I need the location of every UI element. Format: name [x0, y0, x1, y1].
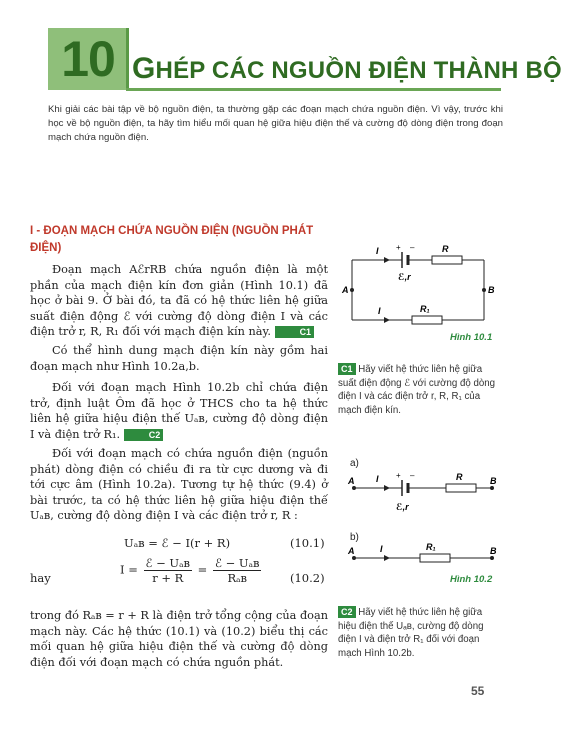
c2-badge: C2	[124, 429, 164, 441]
body-paragraph-1-text: Đoạn mạch AℰrRB chứa nguồn điện là một phần của mạch điện kín đơn giản (Hình 10.1) đã học ở bài 9. Ở bài đó, ta đã có hệ thức liên hệ giữa suất điện động ℰ với cường độ dòng điện I và các điện trở r, R, R₁ đối với mạch điện kín này.	[30, 263, 328, 338]
section-heading: I - ĐOẠN MẠCH CHỨA NGUỒN ĐIỆN (NGUỒN PHÁT ĐIỆN)	[30, 225, 314, 254]
body-paragraph-2-text: Có thể hình dung mạch điện kín này gồm hai đoạn mạch như Hình 10.2a,b.	[30, 344, 328, 373]
equation-10-2	[120, 556, 263, 585]
body-paragraph-4-text: Đối với đoạn mạch có chứa nguồn điện (nguồn phát) dòng điện có chiều đi ra từ cực dương và đi tới cực âm (Hình 10.2a). Tương tự hệ thức (9.4) ở bài trước, ta có hệ thức liên hệ giữa hiệu điện thế Uₐʙ, cường độ dòng điện I và các điện trở r, R :	[30, 447, 328, 522]
body-paragraph-3	[30, 380, 328, 442]
fig2a-label-emf: ℰ,r	[396, 502, 409, 512]
fig2a-label-R: R	[456, 472, 463, 482]
fig2b-label-I: I	[380, 544, 383, 554]
fig2b-arrow-icon	[384, 555, 390, 561]
fig1-label-minus: –	[410, 243, 415, 252]
current-arrow-bottom-icon	[384, 317, 390, 323]
fig2b-label-R1: R₁	[426, 542, 436, 552]
chapter-title	[132, 52, 562, 86]
fraction-1-numerator: ℰ − Uₐʙ	[145, 556, 191, 570]
current-arrow-top-icon	[384, 257, 390, 263]
body-paragraph-1	[30, 262, 328, 340]
equation-10-1-number: (10.1)	[290, 536, 325, 550]
figure-10-2b-label: b)	[350, 532, 359, 543]
fig1-label-R: R	[442, 244, 449, 254]
fraction-1-denominator: r + R	[152, 571, 184, 585]
body-paragraph-5	[30, 608, 328, 670]
body-paragraph-4	[30, 446, 328, 524]
fig1-label-I-top: I	[376, 246, 379, 256]
equation-10-2-equals: =	[197, 562, 208, 577]
intro-paragraph: Khi giải các bài tập về bộ nguồn điện, ta thường gặp các đoạn mạch chứa nguồn điện. Vì vậy, trước khi học về bộ nguồn điện, ta hãy tìm hiểu mối quan hệ giữa hiệu điện thế và cường độ dòng điện trong đoạn mạch chứa nguồn điện.	[48, 104, 503, 143]
equation-10-2-fraction-2	[213, 556, 262, 585]
fig1-label-emf: ℰ,r	[398, 272, 411, 282]
figure-10-2a-label: a)	[350, 458, 359, 469]
chapter-number: 10	[61, 31, 115, 87]
chapter-title-rest: HÉP CÁC NGUỒN ĐIỆN THÀNH BỘ	[155, 57, 562, 84]
page-number: 55	[471, 684, 485, 698]
question-c2-badge: C2	[338, 606, 356, 618]
fig1-label-R1: R₁	[420, 304, 430, 314]
body-paragraph-3-text: Đối với đoạn mạch Hình 10.2b chỉ chứa điện trở, định luật Ôm đã học ở THCS cho ta hệ thức liên hệ giữa hiệu điện thế Uₐʙ, cường độ dòng điện I và điện trở R₁.	[30, 381, 328, 441]
figure-10-1-circuit	[340, 240, 510, 324]
fig2a-label-minus: –	[410, 471, 415, 480]
fig2b-label-B: B	[490, 546, 497, 556]
fig1-label-I-bottom: I	[378, 306, 381, 316]
equation-10-2-fraction-1	[144, 556, 193, 585]
body-paragraph-5-text: trong đó Rₐʙ = r + R là điện trở tổng cộng của đoạn mạch này. Các hệ thức (10.1) và (10.2) biểu thị các mối quan hệ giữa hiệu điện thế và cường độ dòng điện đối với đoạn mạch có chứa nguồn phát.	[30, 609, 328, 669]
fig1-label-B: B	[488, 285, 495, 295]
fig2a-label-A: A	[348, 476, 355, 486]
hay-word: hay	[30, 571, 51, 585]
fig2a-label-plus: +	[396, 471, 401, 480]
question-c2-text: Hãy viết hệ thức liên hệ giữa hiệu điện thế Uₐʙ, cường độ dòng điện I và điện trở R₁ đối với đoạn mạch Hình 10.2b.	[338, 607, 484, 659]
body-paragraph-2	[30, 343, 328, 374]
figure-10-2a-circuit	[340, 470, 505, 516]
question-c1	[338, 363, 500, 417]
fig2a-arrow-icon	[384, 485, 390, 491]
equation-10-1: Uₐʙ = ℰ − I(r + R)	[124, 536, 231, 550]
fig1-label-plus: +	[396, 243, 401, 252]
figure-10-1-caption: Hình 10.1	[450, 332, 493, 343]
c1-badge: C1	[275, 326, 315, 338]
equation-10-2-lhs: I =	[120, 562, 138, 577]
fraction-2-denominator: Rₐʙ	[227, 571, 248, 585]
fig2a-label-I: I	[376, 474, 379, 484]
header-rule	[126, 88, 501, 91]
fig2b-label-A: A	[348, 546, 355, 556]
question-c2	[338, 606, 500, 660]
figure-10-2-caption: Hình 10.2	[450, 574, 493, 585]
question-c1-text: Hãy viết hệ thức liên hệ giữa suất điện động ℰ với cường độ dòng điện I và các điện trở r, R, R₁ của mạch điện kín.	[338, 364, 496, 416]
chapter-title-initial: G	[132, 52, 156, 85]
figure-10-2b-circuit	[340, 540, 505, 570]
equation-10-2-number: (10.2)	[290, 571, 325, 585]
question-c1-badge: C1	[338, 363, 356, 375]
fig1-label-A: A	[342, 285, 349, 295]
fraction-2-numerator: ℰ − Uₐʙ	[214, 556, 260, 570]
fig2a-label-B: B	[490, 476, 497, 486]
